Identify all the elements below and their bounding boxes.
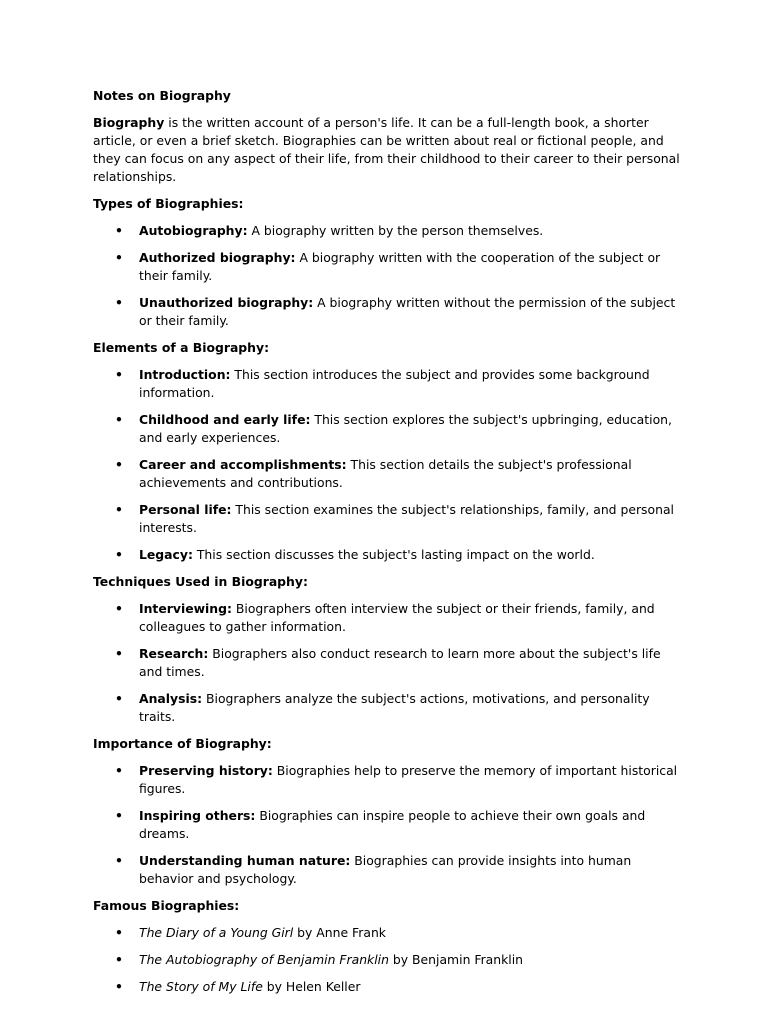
item-term: Childhood and early life: <box>139 412 311 427</box>
intro-paragraph <box>93 114 683 186</box>
elements-list <box>93 366 683 564</box>
bullet: • <box>115 952 123 967</box>
intro-term: Biography <box>93 115 165 130</box>
item-term: Autobiography: <box>139 223 248 238</box>
document-title: Notes on Biography <box>93 88 231 103</box>
item-text: This section explores the subject's upbringing, education, and early experiences. <box>139 412 672 445</box>
bullet: • <box>115 457 123 472</box>
section-heading-famous: Famous Biographies: <box>93 898 240 913</box>
item-text: A biography written without the permission of the subject or their family. <box>139 295 676 328</box>
list-item <box>93 951 683 969</box>
document-page <box>93 87 683 1005</box>
bullet: • <box>115 367 123 382</box>
item-text: Biographers analyze the subject's actions, motivations, and personality traits. <box>139 691 650 724</box>
bullet: • <box>115 979 123 994</box>
item-term: Preserving history: <box>139 763 273 778</box>
bullet: • <box>115 547 123 562</box>
item-text: This section examines the subject's relationships, family, and personal interests. <box>139 502 674 535</box>
bullet: • <box>115 691 123 706</box>
book-title: The Diary of a Young Girl <box>139 925 294 940</box>
item-text: Biographers also conduct research to learn more about the subject's life and times. <box>139 646 661 679</box>
list-item <box>93 690 683 726</box>
book-title: The Autobiography of Benjamin Franklin <box>139 952 389 967</box>
bullet: • <box>115 601 123 616</box>
bullet: • <box>115 808 123 823</box>
list-item <box>93 645 683 681</box>
item-text: This section introduces the subject and provides some background information. <box>139 367 650 400</box>
item-term: Authorized biography: <box>139 250 296 265</box>
item-text: This section details the subject's professional achievements and contributions. <box>139 457 632 490</box>
section-heading-types: Types of Biographies: <box>93 196 244 211</box>
list-item <box>93 222 683 240</box>
list-item <box>93 546 683 564</box>
item-term: Personal life: <box>139 502 232 517</box>
item-term: Interviewing: <box>139 601 232 616</box>
item-term: Unauthorized biography: <box>139 295 314 310</box>
list-item <box>93 978 683 996</box>
item-term: Understanding human nature: <box>139 853 351 868</box>
section-heading-importance: Importance of Biography: <box>93 736 272 751</box>
book-author: by Benjamin Franklin <box>388 952 524 967</box>
item-term: Introduction: <box>139 367 231 382</box>
bullet: • <box>115 223 123 238</box>
famous-list <box>93 924 683 996</box>
list-item <box>93 924 683 942</box>
bullet: • <box>115 925 123 940</box>
intro-text: is the written account of a person's life. It can be a full-length book, a shorter article, or even a brief sketch. Biographies can be written about real or fictional people, and they can focus on any aspect of their life, from their childhood to their career to their personal relationships. <box>93 115 680 184</box>
book-title: The Story of My Life <box>139 979 263 994</box>
list-item <box>93 852 683 888</box>
item-text: Biographies help to preserve the memory of important historical figures. <box>139 763 678 796</box>
bullet: • <box>115 295 123 310</box>
list-item <box>93 294 683 330</box>
book-author: by Anne Frank <box>293 925 386 940</box>
item-term: Analysis: <box>139 691 203 706</box>
item-text: This section discusses the subject's lasting impact on the world. <box>192 547 595 562</box>
bullet: • <box>115 412 123 427</box>
bullet: • <box>115 646 123 661</box>
types-list <box>93 222 683 330</box>
section-heading-elements: Elements of a Biography: <box>93 340 270 355</box>
list-item <box>93 600 683 636</box>
item-text: A biography written by the person themselves. <box>247 223 544 238</box>
list-item <box>93 807 683 843</box>
list-item <box>93 411 683 447</box>
item-text: Biographies can inspire people to achieve their own goals and dreams. <box>139 808 646 841</box>
item-term: Research: <box>139 646 209 661</box>
list-item <box>93 456 683 492</box>
item-term: Legacy: <box>139 547 193 562</box>
list-item <box>93 501 683 537</box>
item-text: A biography written with the cooperation of the subject or their family. <box>139 250 661 283</box>
bullet: • <box>115 763 123 778</box>
list-item <box>93 366 683 402</box>
item-text: Biographers often interview the subject or their friends, family, and colleagues to gather information. <box>139 601 655 634</box>
bullet: • <box>115 250 123 265</box>
bullet: • <box>115 502 123 517</box>
bullet: • <box>115 853 123 868</box>
section-heading-techniques: Techniques Used in Biography: <box>93 574 308 589</box>
list-item <box>93 762 683 798</box>
item-text: Biographies can provide insights into human behavior and psychology. <box>139 853 632 886</box>
book-author: by Helen Keller <box>262 979 361 994</box>
list-item <box>93 249 683 285</box>
item-term: Inspiring others: <box>139 808 256 823</box>
techniques-list <box>93 600 683 726</box>
item-term: Career and accomplishments: <box>139 457 347 472</box>
importance-list <box>93 762 683 888</box>
